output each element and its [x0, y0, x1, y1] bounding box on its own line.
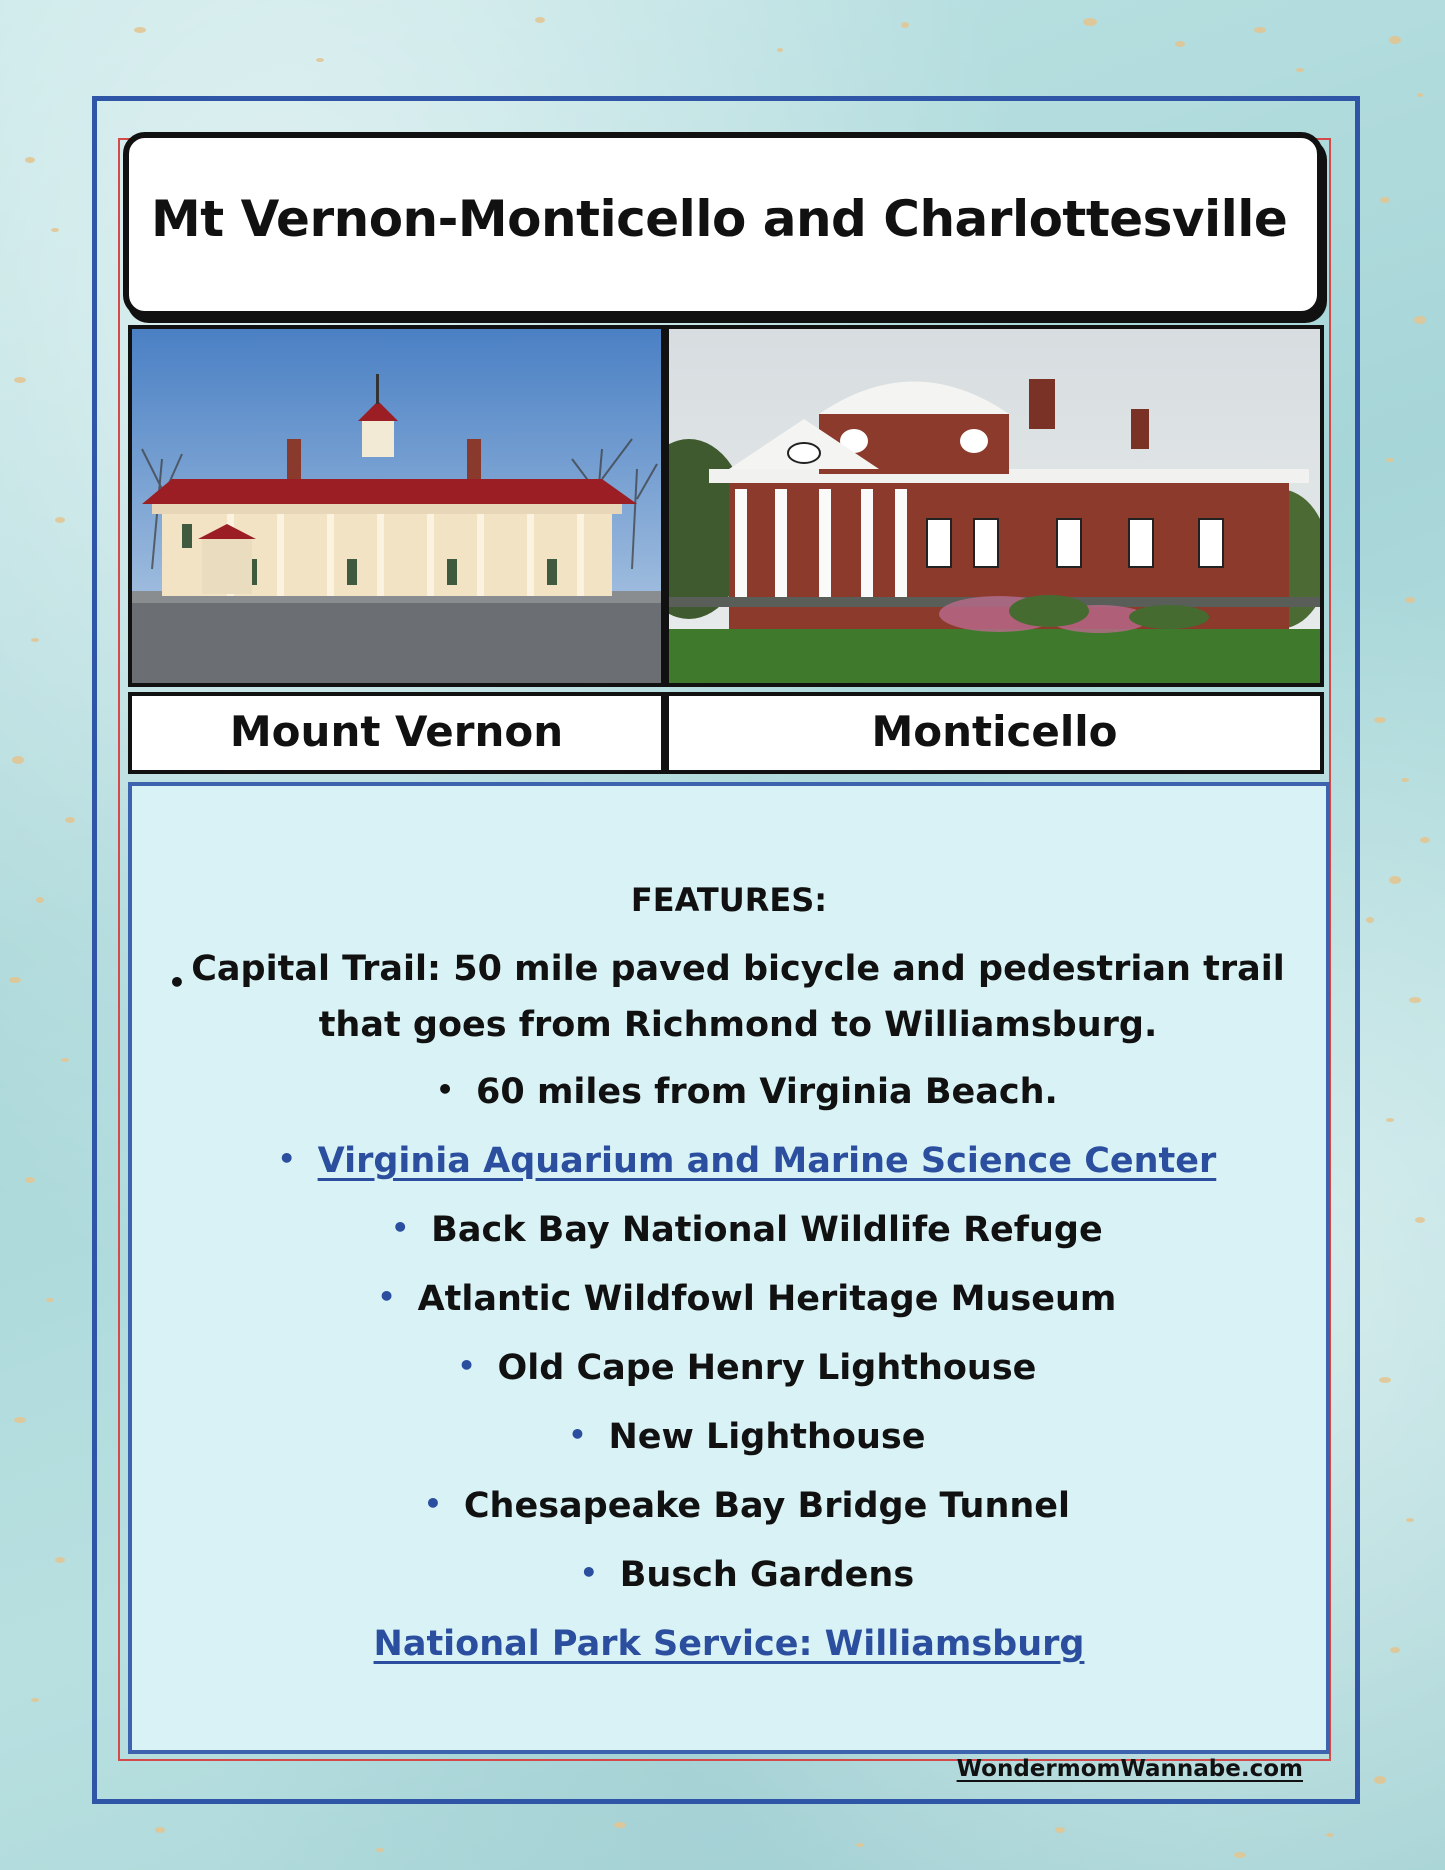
bullet-icon: •: [277, 1141, 296, 1175]
bullet-icon: •: [579, 1555, 598, 1589]
site-credit-link[interactable]: WondermomWannabe.com: [956, 1756, 1303, 1782]
page-title: Mt Vernon-Monticello and Charlottesville: [151, 190, 1288, 248]
bullet-icon: •: [168, 966, 186, 999]
bullet-icon: •: [423, 1486, 442, 1520]
monticello-photo: [665, 325, 1324, 687]
national-park-service-item: [132, 1624, 1326, 1664]
feature-item-virginia-beach: • 60 miles from Virginia Beach.: [436, 1072, 1058, 1112]
feature-item-old-cape-henry: • Old Cape Henry Lighthouse: [457, 1348, 1037, 1388]
feature-item-busch-gardens: • Busch Gardens: [579, 1555, 915, 1595]
national-park-service-link[interactable]: National Park Service: Williamsburg: [373, 1624, 1085, 1664]
bullet-icon: •: [568, 1417, 587, 1451]
bullet-icon: •: [436, 1072, 455, 1106]
bullet-icon: •: [377, 1279, 396, 1313]
feature-item-new-lighthouse: • New Lighthouse: [568, 1417, 926, 1457]
feature-item-capital-trail: • Capital Trail: 50 mile paved bicycle and pedestrian trail that goes from Richmond to Williamsburg.: [168, 949, 1285, 1045]
features-heading: FEATURES:: [630, 881, 828, 919]
feature-item-aquarium: [132, 1141, 1344, 1181]
bullet-icon: •: [457, 1348, 476, 1382]
feature-item-back-bay: • Back Bay National Wildlife Refuge: [391, 1210, 1103, 1250]
feature-item-bay-bridge-tunnel: • Chesapeake Bay Bridge Tunnel: [423, 1486, 1071, 1526]
mount-vernon-caption: Mount Vernon: [128, 692, 665, 774]
bullet-icon: •: [391, 1210, 410, 1244]
feature-item-wildfowl-museum: • Atlantic Wildfowl Heritage Museum: [377, 1279, 1117, 1319]
aquarium-link[interactable]: Virginia Aquarium and Marine Science Center: [317, 1141, 1217, 1181]
monticello-caption: Monticello: [665, 692, 1324, 774]
features-panel: [128, 782, 1330, 1754]
title-banner: [123, 132, 1323, 317]
mount-vernon-photo: [128, 325, 665, 687]
